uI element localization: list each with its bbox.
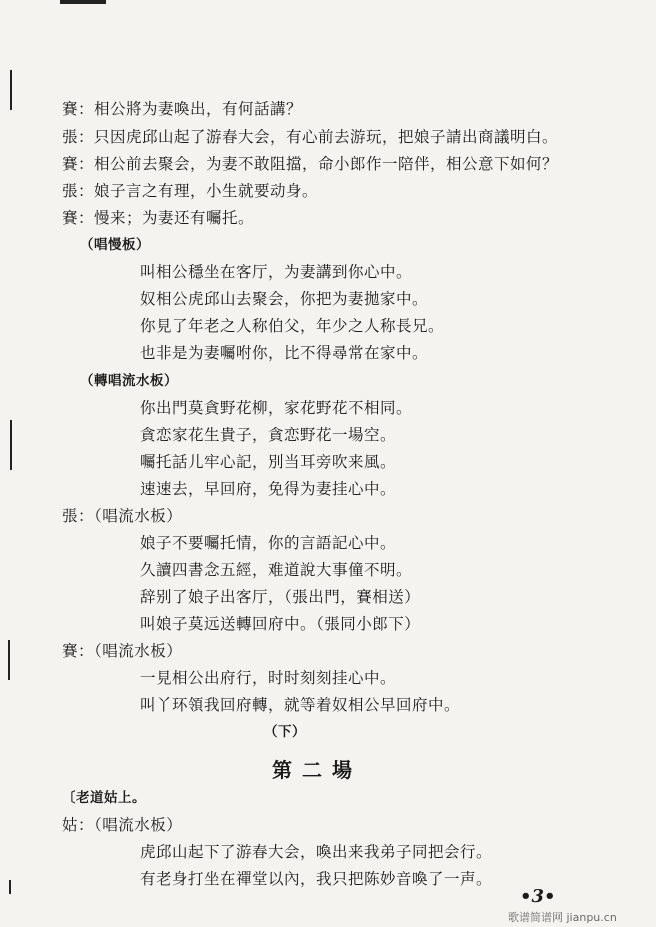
lyric-line: 囑托話儿牢心記，別当耳旁吹来風。 [140,453,397,471]
left-margin-mark [10,70,12,110]
stage-direction: 〔老道姑上。 [62,790,146,806]
lyric-line: 也非是为妻囑咐你，比不得尋常在家中。 [140,344,429,362]
lyric-line: 速速去，早回府，免得为妻挂心中。 [140,480,397,498]
lyric-line: 你見了年老之人称伯父，年少之人称長兄。 [140,317,445,335]
page-number: •3• [520,886,556,907]
lyric-line: 久讀四書念五經，难道說大事僮不明。 [140,561,413,579]
lyric-line: 辞别了娘子出客厅，（張出門，賽相送） [140,588,421,606]
stage-exit: （下） [264,724,306,740]
dialogue-line: 姑：（唱流水板） [62,816,183,834]
melody-direction: （轉唱流水板） [80,373,178,389]
dialogue-line: 張：（唱流水板） [62,507,183,525]
dialogue-line: 賽：相公前去聚会，为妻不敢阻擋，命小郎作一陪伴，相公意下如何？ [62,155,559,173]
lyric-line: 叫娘子莫远送轉回府中。（張同小郎下） [140,615,421,633]
dialogue-line: 張：只因虎邱山起了游春大会，有心前去游玩，把娘子請出商議明白。 [62,128,559,146]
lyric-line: 叫丫环領我回府轉，就等着奴相公早回府中。 [140,696,461,714]
page-number-value: 3 [531,886,545,907]
dialogue-line: 賽：（唱流水板） [62,642,183,660]
lyric-line: 貪恋家花生貴子，貪恋野花一場空。 [140,426,397,444]
site-watermark: 歌谱简谱网 jianpu.cn [508,911,617,924]
dialogue-line: 賽：慢来；为妻还有囑托。 [62,209,255,227]
lyric-line: 虎邱山起下了游春大会，喚出来我弟子同把会行。 [140,843,493,861]
lyric-line: 娘子不要囑托情，你的言語記心中。 [140,534,397,552]
left-margin-mark [8,640,10,680]
lyric-line: 奴相公虎邱山去聚会，你把为妻拋家中。 [140,290,429,308]
lyric-line: 叫相公穩坐在客厅，为妻講到你心中。 [140,263,413,281]
top-border-mark [60,0,106,4]
lyric-line: 你出門莫貪野花柳，家花野花不相同。 [140,399,413,417]
lyric-line: 有老身打坐在禪堂以內，我只把陈妙音喚了一声。 [140,870,493,888]
dialogue-line: 賽：相公將为妻喚出，有何話講？ [62,100,303,118]
lyric-line: 一見相公出府行，时时刻刻挂心中。 [140,669,397,687]
melody-direction: （唱慢板） [80,237,150,253]
left-margin-mark [10,420,12,470]
scene-title: 第二場 [272,758,362,782]
dialogue-line: 張：娘子言之有理，小生就要动身。 [62,182,319,200]
left-margin-mark [9,880,11,894]
